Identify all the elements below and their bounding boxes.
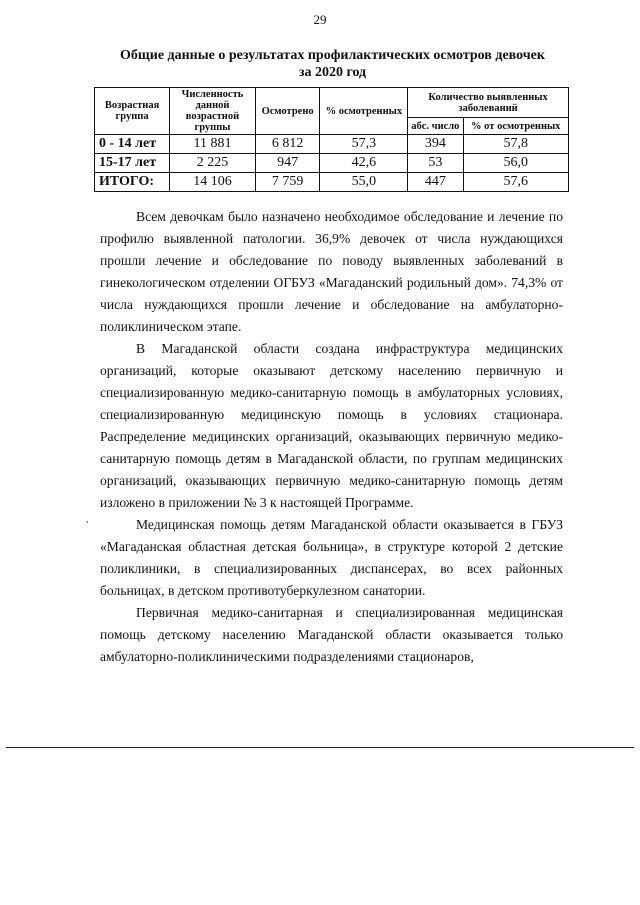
title-line-2: за 2020 год	[298, 65, 367, 80]
cell-abs: 447	[408, 173, 463, 192]
header-percent-of-examined: % от осмотренных	[463, 118, 569, 135]
cell-examined: 7 759	[255, 173, 320, 192]
header-examined: Осмотрено	[255, 88, 320, 135]
page-number: 29	[313, 12, 327, 27]
cell-abs: 53	[408, 154, 463, 173]
cell-percent: 57,3	[320, 135, 408, 154]
scan-mark: ,	[86, 514, 89, 525]
cell-examined: 947	[255, 154, 320, 173]
cell-pct: 56,0	[463, 154, 569, 173]
header-age-group: Возрастная группа	[95, 88, 170, 135]
header-diseases: Количество выявленных заболеваний	[408, 88, 569, 118]
document-title	[80, 47, 585, 81]
body-text	[100, 206, 563, 668]
table-header-row	[95, 88, 569, 118]
cell-population: 14 106	[170, 173, 256, 192]
cell-population: 2 225	[170, 154, 256, 173]
paragraph: Первичная медико-санитарная и специализированная медицинская помощь детскому населению Магаданской области оказывается только амбулаторно-поликлиническими подразделениями стационаров,	[100, 605, 563, 664]
header-population: Численность данной возрастной группы	[170, 88, 256, 135]
cell-pct: 57,8	[463, 135, 569, 154]
title-line-1: Общие данные о результатах профилактических осмотров девочек	[120, 48, 545, 63]
cell-group: ИТОГО:	[95, 173, 170, 192]
paragraph: В Магаданской области создана инфраструктура медицинских организаций, которые оказывают детскому населению первичную и специализированную медико-санитарную помощь в амбулаторных условиях, специализированную медицинскую помощь в условиях стационара. Распределение медицинских организаций, оказывающих первичную медико-санитарную помощь детям в Магаданской области, по группам медицинских организаций, оказывающих первичную медико-санитарную помощь детям изложено в приложении № 3 к настоящей Программе.	[100, 341, 563, 510]
cell-abs: 394	[408, 135, 463, 154]
paragraph: Всем девочкам было назначено необходимое обследование и лечение по профилю выявленной патологии. 36,9% девочек от числа нуждающихся прошли лечение и обследование по поводу выявленных заболеваний в гинекологическом отделении ОГБУЗ «Магаданский родильный дом». 74,3% от числа нуждающихся прошли лечение и обследование на амбулаторно-поликлиническом этапе.	[100, 209, 563, 334]
paragraph: Медицинская помощь детям Магаданской области оказывается в ГБУЗ «Магаданская областная детская больница», в структуре которой 2 детские поликлиники, в специализированных диспансерах, во всех районных больницах, в детском противотуберкулезном санатории.	[100, 517, 563, 598]
table-row	[95, 154, 569, 173]
results-table	[94, 87, 569, 192]
cell-group: 15-17 лет	[95, 154, 170, 173]
table-row	[95, 135, 569, 154]
header-percent-examined: % осмотренных	[320, 88, 408, 135]
cell-percent: 42,6	[320, 154, 408, 173]
cell-examined: 6 812	[255, 135, 320, 154]
header-abs: абс. число	[408, 118, 463, 135]
table-row-total	[95, 173, 569, 192]
cell-pct: 57,6	[463, 173, 569, 192]
cell-group: 0 - 14 лет	[95, 135, 170, 154]
footer-divider	[6, 747, 634, 748]
cell-population: 11 881	[170, 135, 256, 154]
cell-percent: 55,0	[320, 173, 408, 192]
